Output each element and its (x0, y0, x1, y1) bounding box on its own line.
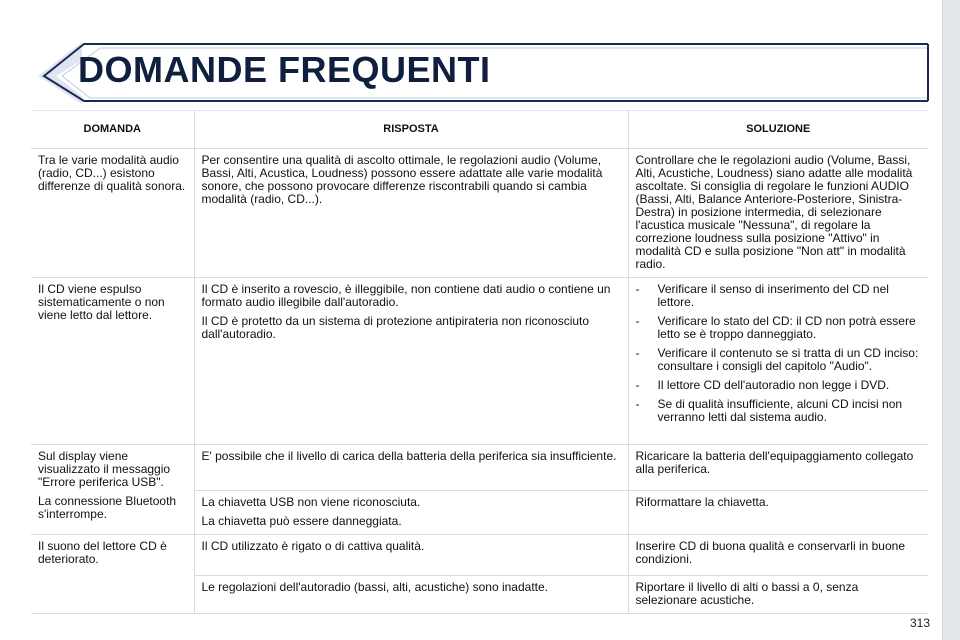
answer-text: Per consentire una qualità di ascolto ottimale, le regolazioni audio (Volume, Bassi, Alti, Acustica, Loudness) possono essere adattate alle varie modalità sonore, che possono provocare differenze riscontrabili quando si cambia modalità (radio, CD...). (201, 153, 603, 206)
solution-cell (628, 149, 928, 278)
table-row (31, 278, 928, 445)
answer-cell (194, 491, 628, 535)
question-cell (31, 149, 194, 278)
header-question: DOMANDA (31, 111, 194, 149)
answer-text: La chiavetta USB non viene riconosciuta. (201, 495, 421, 509)
table-row (31, 445, 928, 491)
table-row (31, 535, 928, 576)
solution-text: Controllare che le regolazioni audio (Volume, Bassi, Alti, Acustiche, Loudness) siano adatte alle modalità ascoltate. Si consiglia di regolare le funzioni AUDIO (Bassi, Alti, Balance Anteriore-Posteriore, Sinistra-Destra) in posizione intermedia, di selezionare l'acustica musicale "Nessuna", di regolare la correzione loudness sulla posizione "Attivo" in modalità CD e sulla posizione "Non att" in modalità radio. (635, 153, 913, 271)
question-cell (31, 278, 194, 445)
answer-cell (194, 445, 628, 491)
question-cell (31, 535, 194, 614)
answer-text: Il CD è protetto da un sistema di protezione antipirateria non riconosciuto dall'autoradio. (201, 314, 590, 341)
header-answer: RISPOSTA (194, 111, 628, 149)
answer-cell (194, 576, 628, 614)
list-item: - Verificare lo stato del CD: il CD non potrà essere letto se è troppo danneggiato. (635, 314, 916, 341)
answer-text: Il CD è inserito a rovescio, è illeggibile, non contiene dati audio o contiene un formato audio illegibile dall'autoradio. (201, 282, 611, 309)
answer-text: La chiavetta può essere danneggiata. (201, 514, 402, 528)
list-item: - Verificare il senso di inserimento del CD nel lettore. (635, 282, 889, 309)
faq-table (31, 110, 928, 614)
answer-text: Il CD utilizzato è rigato o di cattiva qualità. (201, 539, 425, 553)
answer-cell (194, 149, 628, 278)
answer-text: Le regolazioni dell'autoradio (bassi, alti, acustiche) sono inadatte. (201, 580, 548, 594)
question-text: Tra le varie modalità audio (radio, CD...) esistono differenze di qualità sonora. (38, 153, 186, 193)
solution-cell (628, 445, 928, 491)
answer-cell (194, 278, 628, 445)
table-row (31, 149, 928, 278)
solution-text: Ricaricare la batteria dell'equipaggiamento collegato alla periferica. (635, 449, 914, 476)
list-item: - Se di qualità insufficiente, alcuni CD incisi non verranno letti dal sistema audio. (635, 397, 903, 424)
solution-cell (628, 576, 928, 614)
question-cell (31, 445, 194, 535)
table-header-row (31, 111, 928, 149)
question-text: Sul display viene visualizzato il messaggio "Errore periferica USB". (38, 449, 171, 489)
question-text: La connessione Bluetooth s'interrompe. (38, 494, 177, 521)
solution-text: Inserire CD di buona qualità e conservarli in buone condizioni. (635, 539, 905, 566)
list-item: - Il lettore CD dell'autoradio non legge i DVD. (635, 378, 890, 392)
solution-text: Riportare il livello di alti o bassi a 0, senza selezionare acustiche. (635, 580, 859, 607)
solution-cell (628, 278, 928, 445)
solution-text: Riformattare la chiavetta. (635, 495, 769, 509)
answer-cell (194, 535, 628, 576)
answer-text: E' possibile che il livello di carica della batteria della periferica sia insufficiente. (201, 449, 617, 463)
page-title: DOMANDE FREQUENTI (78, 49, 491, 90)
question-text: Il CD viene espulso sistematicamente o non viene letto dal lettore. (38, 282, 165, 322)
question-text: Il suono del lettore CD è deteriorato. (38, 539, 167, 566)
solution-cell (628, 535, 928, 576)
page-header (0, 0, 942, 105)
solution-cell (628, 491, 928, 535)
header-solution: SOLUZIONE (628, 111, 928, 149)
side-margin-strip (942, 0, 960, 640)
page-number: 313 (910, 616, 931, 630)
solution-list (636, 283, 923, 424)
list-item: - Verificare il contenuto se si tratta di un CD inciso: consultare i consigli del capitolo "Audio". (635, 346, 919, 373)
